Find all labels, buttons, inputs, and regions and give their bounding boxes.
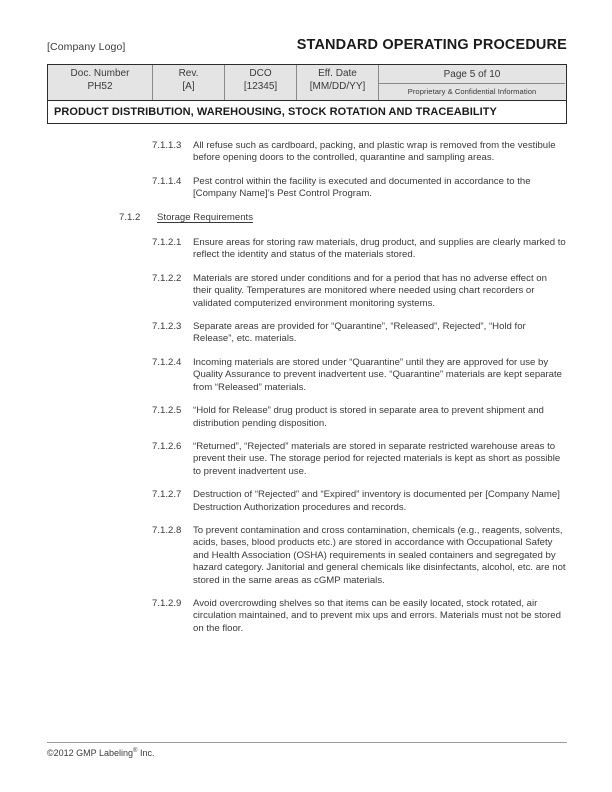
clause-number: 7.1.2.7 bbox=[152, 489, 182, 501]
clause-number: 7.1.2.4 bbox=[152, 356, 182, 368]
dco-label: DCO bbox=[249, 68, 272, 79]
clause-text: “Hold for Release” drug product is stored in separate area to prevent shipment and distribution pending disposition. bbox=[193, 405, 544, 429]
footer-divider bbox=[47, 742, 567, 743]
revision-cell bbox=[153, 65, 225, 100]
dco-value: [12345] bbox=[243, 81, 278, 92]
clause-7-1-2-7 bbox=[47, 489, 567, 514]
clause-7-1-2-8 bbox=[47, 525, 567, 587]
clause-number: 7.1.2.5 bbox=[152, 405, 182, 417]
clause-number: 7.1.2.8 bbox=[152, 524, 182, 536]
clause-7-1-2-2 bbox=[47, 273, 567, 310]
confidentiality-notice: Proprietary & Confidential Information bbox=[407, 87, 537, 96]
page-title: STANDARD OPERATING PROCEDURE bbox=[296, 37, 567, 54]
clause-7-1-2-3 bbox=[47, 321, 567, 346]
clause-7-1-1-3 bbox=[47, 140, 567, 165]
clause-7-1-2-1 bbox=[47, 237, 567, 262]
clause-text: Avoid overcrowding shelves so that items can be easily located, stock rotated, air circulation maintained, and to prevent mix ups and errors. Materials must not be stored on the floor. bbox=[193, 597, 561, 634]
page-number-row bbox=[379, 65, 565, 84]
document-info-table bbox=[47, 64, 567, 124]
clause-text: To prevent contamination and cross contamination, chemicals (e.g., reagents, solvents, acids, bases, blood products etc.) are stored in accordance with Occupational Safety and Health Association (OSHA) requirements in sealed containers and segregated by hazard category. Janitorial and general chemicals like disinfectants, alcohol, etc. are not stored in the same areas as cGMP materials. bbox=[193, 524, 566, 586]
clause-number: 7.1.2.6 bbox=[152, 440, 182, 452]
clause-7-1-2-4 bbox=[47, 357, 567, 394]
clause-text: All refuse such as cardboard, packing, and plastic wrap is removed from the vestibule before opening doors to the controlled, quarantine and sampling areas. bbox=[193, 140, 556, 164]
clause-7-1-2-9 bbox=[47, 598, 567, 635]
clause-number: 7.1.2.1 bbox=[152, 237, 182, 249]
copyright-prefix: ©2012 GMP Labeling bbox=[47, 748, 134, 758]
page-header bbox=[47, 32, 567, 54]
clause-number: 7.1.2.2 bbox=[152, 272, 182, 284]
revision-label: Rev. bbox=[178, 68, 199, 79]
clause-text: Materials are stored under conditions and for a period that has no adverse effect on their quality. Temperatures are monitored where needed using chart recorders or validated computerized environment monitoring systems. bbox=[193, 272, 547, 309]
document-title-row bbox=[48, 100, 566, 123]
revision-value: [A] bbox=[182, 81, 195, 92]
document-body bbox=[47, 140, 567, 646]
clause-text: Separate areas are provided for “Quarantine”, “Released”, Rejected”, “Hold for Release”, etc. materials. bbox=[193, 321, 526, 345]
clause-text: Ensure areas for storing raw materials, drug product, and supplies are clearly marked to reflect the identity and status of the materials stored. bbox=[193, 237, 566, 261]
clause-number: 7.1.2.9 bbox=[152, 597, 182, 609]
section-heading-7-1-2 bbox=[47, 212, 567, 224]
company-logo-placeholder: [Company Logo] bbox=[47, 41, 126, 54]
clause-text: Destruction of “Rejected” and “Expired” inventory is documented per [Company Name] Destruction Authorization procedures and records. bbox=[193, 489, 560, 513]
effective-date-value: [MM/DD/YY] bbox=[309, 81, 366, 92]
page-info-cell bbox=[379, 65, 565, 100]
copyright-suffix: Inc. bbox=[137, 748, 155, 758]
clause-number: 7.1.2.3 bbox=[152, 321, 182, 333]
info-table-main-row bbox=[48, 65, 566, 100]
footer-copyright bbox=[47, 747, 154, 759]
clause-text: Incoming materials are stored under “Quarantine” until they are approved for use by Quality Assurance to prevent inadvertent use. “Quarantine” materials are kept separate from “Released” materials. bbox=[193, 356, 563, 393]
dco-cell bbox=[225, 65, 297, 100]
doc-number-cell bbox=[48, 65, 153, 100]
clause-7-1-1-4 bbox=[47, 176, 567, 201]
doc-number-label: Doc. Number bbox=[70, 68, 130, 79]
clause-number: 7.1.1.3 bbox=[152, 140, 182, 151]
clause-text: Pest control within the facility is executed and documented in accordance to the [Company Name]’s Pest Control Program. bbox=[193, 175, 531, 200]
registered-mark-icon: ® bbox=[133, 748, 138, 754]
page-number-label: Page 5 of 10 bbox=[443, 68, 501, 80]
effective-date-cell bbox=[297, 65, 379, 100]
doc-number-value: PH52 bbox=[87, 81, 113, 92]
clause-7-1-2-6 bbox=[47, 441, 567, 478]
document-title: PRODUCT DISTRIBUTION, WAREHOUSING, STOCK ROTATION AND TRACEABILITY bbox=[54, 106, 497, 118]
confidentiality-row bbox=[379, 84, 565, 100]
clause-text: “Returned”, “Rejected” materials are stored in separate restricted warehouse areas to prevent their use. The storage period for rejected materials is kept as short as possible to prevent inadvertent use. bbox=[193, 440, 561, 477]
section-number: 7.1.2 bbox=[119, 211, 141, 223]
effective-date-label: Eff. Date bbox=[318, 68, 357, 79]
section-title: Storage Requirements bbox=[157, 211, 253, 223]
clause-number: 7.1.1.4 bbox=[152, 175, 182, 187]
clause-7-1-2-5 bbox=[47, 405, 567, 430]
